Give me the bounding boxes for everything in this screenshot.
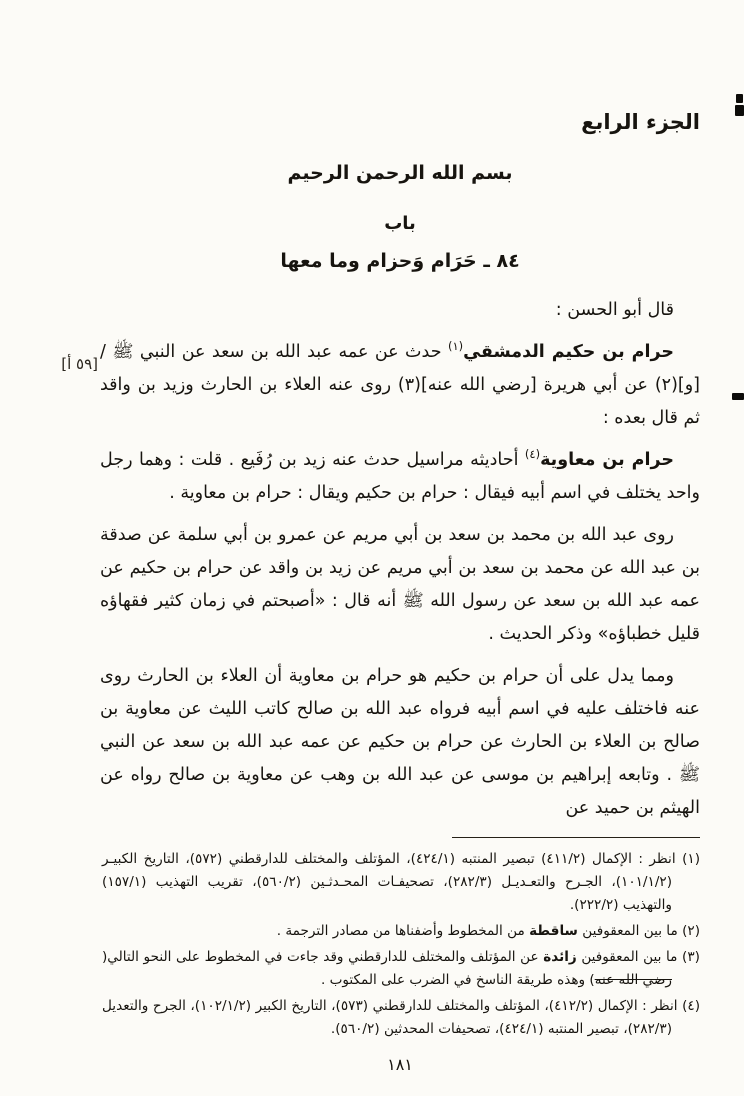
page-content xyxy=(100,108,700,1074)
footnote-text-bold: ساقطة xyxy=(529,923,578,939)
footnote-text-bold: زائدة xyxy=(543,949,577,965)
paragraph-discussion xyxy=(100,660,700,825)
part-title: الجزء الرابع xyxy=(581,110,700,134)
entry-name-1: حرام بن حكيم الدمشقي xyxy=(463,342,674,362)
paragraph-isnad xyxy=(100,519,700,651)
footnote-text: ما بين المعقوفين xyxy=(576,949,678,965)
footnote-text: انظر : الإكمال (٤١٢/٢)، المؤتلف والمختلف للدارقطني (٥٧٣)، التاريخ الكبير (١٠٢/١/٢)، الجرح والتعديل (٢٨٢/٣)، تبصير المنتبه (٤٢٤/١)، تصحيفات المحدثين (٥٦٠/٢). xyxy=(102,998,678,1037)
scan-artifact xyxy=(732,393,744,400)
scan-artifact xyxy=(735,105,744,116)
footnote-ref-4: (٤) xyxy=(524,447,541,461)
basmala: بسم الله الرحمن الرحيم xyxy=(287,162,513,184)
footnote-number: (٤) xyxy=(682,998,701,1014)
entry-heading: ٨٤ ـ حَرَام وَحزام وما معها xyxy=(280,250,520,272)
footnote-separator xyxy=(452,837,700,838)
footnote-text: عن المؤتلف والمختلف للدارقطني وقد جاءت في المخطوط على النحو التالي( xyxy=(102,949,544,965)
footnote-text-struck: رضي الله عنه xyxy=(594,972,672,988)
chapter-heading: باب xyxy=(384,213,416,234)
footnote-2 xyxy=(102,920,700,943)
footnote-1 xyxy=(102,848,700,917)
paragraph-speaker xyxy=(100,294,700,327)
footnote-number: (١) xyxy=(682,851,701,867)
speaker-text: قال أبو الحسن : xyxy=(555,300,674,320)
paragraph-text: أحاديثه مراسيل حدث عنه زيد بن رُفَيع . قلت : وهما رجل واحد يختلف في اسم أبيه فيقال : حرام بن حكيم ويقال : حرام بن معاوية . xyxy=(100,450,700,503)
footnote-4 xyxy=(102,995,700,1041)
footnote-text: ) وهذه طريقة الناسخ في الضرب على المكتوب . xyxy=(320,972,595,988)
paragraph-entry-2 xyxy=(100,444,700,510)
folio-marker: [٥٩ أ] xyxy=(61,355,98,373)
footnote-text: ما بين المعقوفين xyxy=(577,923,678,939)
paragraph-text: حدث عن عمه عبد الله بن سعد عن النبي ﷺ / [و](٢) عن أبي هريرة [رضي الله عنه](٣) روى عنه العلاء بن الحارث وزيد بن واقد ثم قال بعده : xyxy=(100,342,700,428)
paragraph-text: روى عبد الله بن محمد بن سعد بن أبي مريم عن عمرو بن أبي سلمة عن صدقة بن عبد الله عن محمد بن سعد بن أبي مريم عن زيد بن واقد عن حرام بن حكيم عن عمه عبد الله بن سعد عن رسول الله ﷺ أنه قال : «أصبحتم في زمان كثير فقهاؤه قليل خطباؤه» وذكر الحديث . xyxy=(100,525,700,644)
footnote-number: (٢) xyxy=(682,923,700,939)
entry-name-2: حرام بن معاوية xyxy=(540,450,674,470)
footnotes-block xyxy=(102,848,700,1041)
footnote-3 xyxy=(102,946,700,992)
footnote-text: انظر : الإكمال (٤١١/٢) تبصير المنتبه (٤٢٤/١)، المؤتلف والمختلف للدارقطني (٥٧٢)، التاريخ الكبيـر (١٠١/١/٢)، الجـرح والتعـديـل (٢٨٢/٣)، تصحيفـات المحـدثـين (٥٦٠/٢)، تقريب التهذيب (١٥٧/١) والتهذيب (٢٢٢/٢). xyxy=(102,851,676,913)
paragraph-text: ومما يدل على أن حرام بن حكيم هو حرام بن معاوية أن العلاء بن الحارث روى عنه فاختلف عليه في اسم أبيه فرواه عبد الله بن صالح كاتب الليث عن معاوية بن صالح بن العلاء بن الحارث عن حرام بن حكيم عن عمه عبد الله بن سعد عن النبي ﷺ . وتابعه إبراهيم بن موسى عن عبد الله بن وهب عن معاوية بن صالح رواه عن الهيثم بن حميد عن xyxy=(100,666,700,818)
page-number: ١٨١ xyxy=(387,1055,413,1074)
footnote-number: (٣) xyxy=(682,949,700,965)
scan-artifact xyxy=(736,94,743,103)
footnote-ref-1: (١) xyxy=(447,339,464,353)
paragraph-entry-1 xyxy=(100,336,700,435)
footnote-text: من المخطوط وأضفناها من مصادر الترجمة . xyxy=(276,923,530,939)
